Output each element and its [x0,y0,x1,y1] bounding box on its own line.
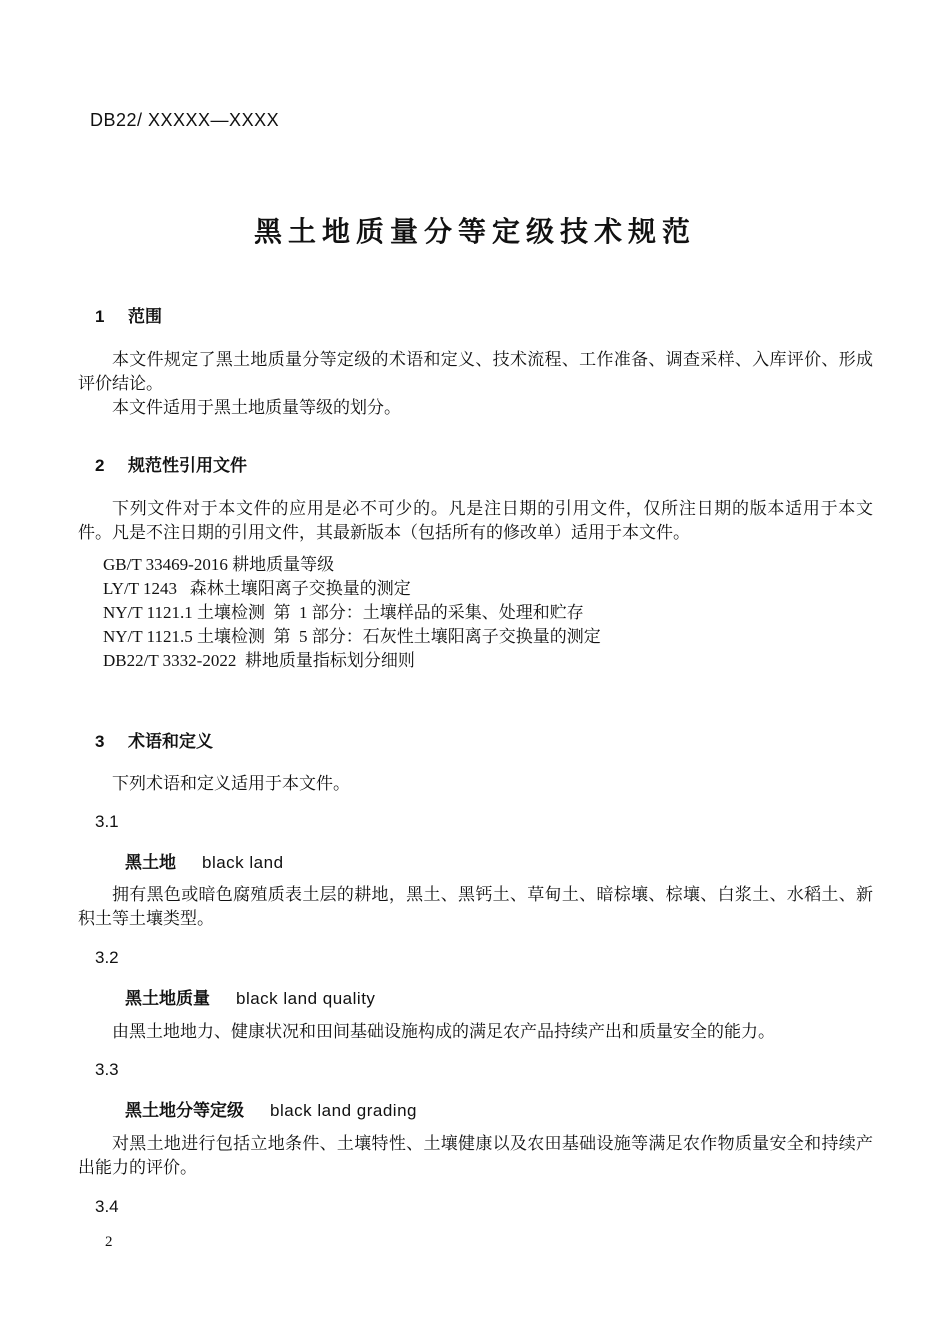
clause-3-heading [95,727,213,752]
clause-3-number: 3 [95,732,105,751]
page-number: 2 [105,1234,113,1250]
clause-2-number: 2 [95,456,105,475]
reference-item: LY/T 1243 森林土壤阳离子交换量的测定 [103,579,411,598]
standard-code-header: DB22/ XXXXX—XXXX [90,110,280,130]
scope-paragraph-1: 本文件规定了黑土地质量分等定级的术语和定义、技术流程、工作准备、调查采样、入库评价、形成评价结论。 [78,350,873,393]
term-3-1-en: black land [202,853,284,872]
term-3-3-en: black land grading [270,1101,417,1120]
term-3-1-definition: 拥有黑色或暗色腐殖质表土层的耕地，黑土、黑钙土、草甸土、暗棕壤、棕壤、白浆土、水稻土、新积土等土壤类型。 [78,885,873,928]
clause-1-heading [95,302,162,327]
reference-list [103,553,883,673]
clause-2-title: 规范性引用文件 [128,456,247,475]
term-3-4-number: 3.4 [95,1197,119,1216]
reference-item: GB/T 33469-2016 耕地质量等级 [103,555,335,574]
term-3-3-zh: 黑土地分等定级 [125,1101,244,1120]
term-3-1-number: 3.1 [95,812,119,831]
term-3-2-definition: 由黑土地地力、健康状况和田间基础设施构成的满足农产品持续产出和质量安全的能力。 [112,1022,775,1041]
terms-intro: 下列术语和定义适用于本文件。 [112,774,350,793]
term-3-1-zh: 黑土地 [125,853,176,872]
reference-item: NY/T 1121.5 土壤检测 第 5 部分：石灰性土壤阳离子交换量的测定 [103,627,601,646]
clause-1-title: 范围 [128,307,162,326]
clause-2-heading [95,451,247,476]
reference-item: DB22/T 3332-2022 耕地质量指标划分细则 [103,651,415,670]
clause-3-title: 术语和定义 [128,732,213,751]
references-intro: 下列文件对于本文件的应用是必不可少的。凡是注日期的引用文件，仅所注日期的版本适用于本文件。凡是不注日期的引用文件，其最新版本（包括所有的修改单）适用于本文件。 [78,499,873,542]
term-3-3 [125,1096,417,1121]
term-3-2-zh: 黑土地质量 [125,989,210,1008]
scope-paragraph-2: 本文件适用于黑土地质量等级的划分。 [112,398,401,417]
term-3-3-definition: 对黑土地进行包括立地条件、土壤特性、土壤健康以及农田基础设施等满足农作物质量安全和持续产出能力的评价。 [78,1134,873,1177]
term-3-1 [125,848,284,873]
document-title: 黑土地质量分等定级技术规范 [253,216,696,247]
reference-item: NY/T 1121.1 土壤检测 第 1 部分：土壤样品的采集、处理和贮存 [103,603,584,622]
term-3-2 [125,984,375,1009]
term-3-3-number: 3.3 [95,1060,119,1079]
term-3-2-en: black land quality [236,989,376,1008]
term-3-2-number: 3.2 [95,948,119,967]
clause-1-number: 1 [95,307,105,326]
